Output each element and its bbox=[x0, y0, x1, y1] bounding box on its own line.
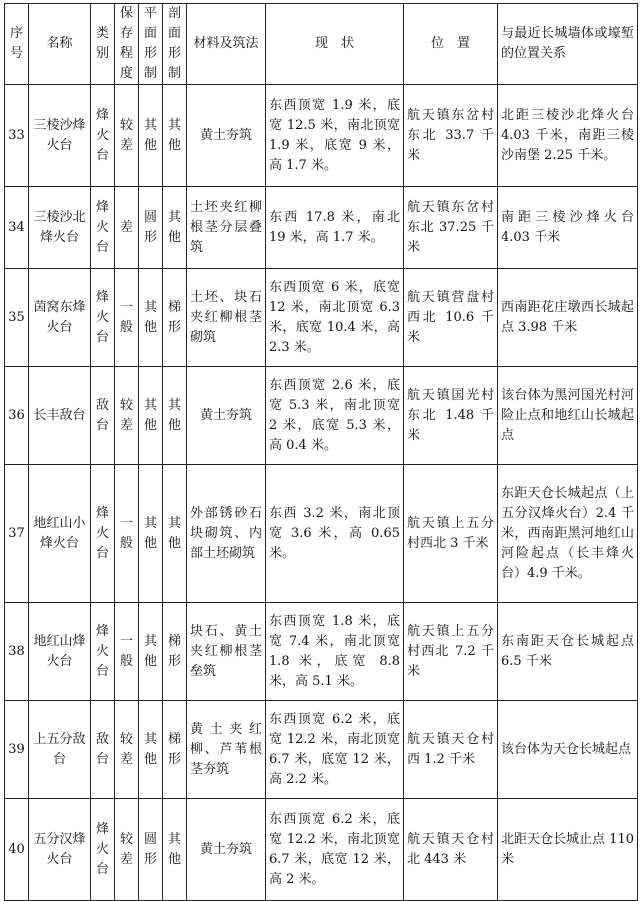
cell-plan-shape: 其他 bbox=[139, 269, 163, 367]
table-row bbox=[5, 603, 638, 701]
cell-status: 东西顶宽 2.6 米，底宽 5.3 米，南北顶宽 2 米，底宽 5.3 米，高 0.4 米。 bbox=[266, 367, 404, 465]
cell-category: 敌台 bbox=[91, 367, 115, 465]
cell-category: 烽火台 bbox=[91, 465, 115, 603]
header-preservation: 保存程度 bbox=[115, 4, 139, 85]
cell-material: 黄土夯筑 bbox=[187, 799, 266, 901]
cell-no: 38 bbox=[5, 603, 29, 701]
cell-category: 烽火台 bbox=[91, 269, 115, 367]
table-header-row bbox=[5, 4, 638, 85]
cell-material: 土坯夹红柳根茎分层叠筑 bbox=[187, 187, 266, 269]
cell-location: 航天镇天仓村北 443 米 bbox=[404, 799, 498, 901]
cell-material: 黄土夯筑 bbox=[187, 367, 266, 465]
cell-plan-shape: 其他 bbox=[139, 603, 163, 701]
cell-relation: 东南距天仓长城起点 6.5 千米 bbox=[498, 603, 638, 701]
cell-location: 航天镇东岔村东北 33.7 千米 bbox=[404, 85, 498, 187]
header-category: 类别 bbox=[91, 4, 115, 85]
cell-category: 烽火台 bbox=[91, 799, 115, 901]
cell-relation: 南距三棱沙烽火台 4.03 千米 bbox=[498, 187, 638, 269]
cell-plan-shape: 其他 bbox=[139, 465, 163, 603]
cell-preservation: 较差 bbox=[115, 799, 139, 901]
cell-section-shape: 其他 bbox=[163, 187, 187, 269]
cell-section-shape: 梯形 bbox=[163, 701, 187, 799]
cell-preservation: 一般 bbox=[115, 465, 139, 603]
header-plan-shape: 平面形制 bbox=[139, 4, 163, 85]
cell-status: 东西顶宽 6.2 米，底宽 12.2 米，南北顶宽 6.7 米，底宽 12 米，高 2 米。 bbox=[266, 799, 404, 901]
cell-name: 长丰敌台 bbox=[29, 367, 91, 465]
cell-no: 37 bbox=[5, 465, 29, 603]
cell-relation: 该台体为天仓长城起点 bbox=[498, 701, 638, 799]
table-row bbox=[5, 269, 638, 367]
great-wall-beacon-table bbox=[4, 3, 638, 901]
table-row bbox=[5, 465, 638, 603]
cell-no: 36 bbox=[5, 367, 29, 465]
header-material: 材料及筑法 bbox=[187, 4, 266, 85]
cell-name: 五分汉烽火台 bbox=[29, 799, 91, 901]
cell-relation: 东距天仓长城起点（上五分汉烽火台）2.4 千米，西南距黑河地红山河险起点（长丰烽火台）4.9 千米。 bbox=[498, 465, 638, 603]
cell-name: 三棱沙烽火台 bbox=[29, 85, 91, 187]
cell-name: 茵窝东烽火台 bbox=[29, 269, 91, 367]
table-row bbox=[5, 85, 638, 187]
cell-relation: 西南距花庄墩西长城起点 3.98 千米 bbox=[498, 269, 638, 367]
cell-plan-shape: 其他 bbox=[139, 85, 163, 187]
table-row bbox=[5, 367, 638, 465]
cell-preservation: 较差 bbox=[115, 701, 139, 799]
cell-status: 东西 17.8 米，南北 19 米，高 1.7 米。 bbox=[266, 187, 404, 269]
cell-location: 航天镇上五分村西北 7.2 千米 bbox=[404, 603, 498, 701]
table-row bbox=[5, 799, 638, 901]
cell-preservation: 一般 bbox=[115, 603, 139, 701]
cell-status: 东西顶宽 6 米，底宽 12 米，南北顶宽 6.3 米，底宽 10.4 米，高 2.3 米。 bbox=[266, 269, 404, 367]
table-row bbox=[5, 701, 638, 799]
cell-no: 33 bbox=[5, 85, 29, 187]
cell-no: 35 bbox=[5, 269, 29, 367]
cell-section-shape: 梯形 bbox=[163, 269, 187, 367]
cell-section-shape: 其他 bbox=[163, 799, 187, 901]
cell-material: 黄土夯筑 bbox=[187, 85, 266, 187]
cell-material: 黄土夹红柳、芦苇根茎夯筑 bbox=[187, 701, 266, 799]
cell-preservation: 较差 bbox=[115, 367, 139, 465]
cell-preservation: 一般 bbox=[115, 269, 139, 367]
cell-status: 东西顶宽 6.2 米，底宽 12.2 米，南北顶宽 6.7 米，底宽 12 米，高 2.2 米。 bbox=[266, 701, 404, 799]
table-row bbox=[5, 187, 638, 269]
cell-status: 东西 3.2 米，南北顶宽 3.6 米，高 0.65 米。 bbox=[266, 465, 404, 603]
cell-plan-shape: 圆形 bbox=[139, 187, 163, 269]
cell-relation: 北距三棱沙北烽火台 4.03 千米，南距三棱沙南堡 2.25 千米。 bbox=[498, 85, 638, 187]
cell-name: 地红山烽火台 bbox=[29, 603, 91, 701]
cell-location: 航天镇营盘村西北 10.6 千米 bbox=[404, 269, 498, 367]
cell-plan-shape: 其他 bbox=[139, 701, 163, 799]
cell-category: 敌台 bbox=[91, 701, 115, 799]
cell-section-shape: 其他 bbox=[163, 85, 187, 187]
cell-location: 航天镇国光村东北 1.48 千米 bbox=[404, 367, 498, 465]
cell-status: 东西顶宽 1.8 米，底宽 7.4 米，南北顶宽 1.8 米，底宽 8.8 米，高 5.1 米。 bbox=[266, 603, 404, 701]
cell-plan-shape: 圆形 bbox=[139, 799, 163, 901]
cell-relation: 北距天仓长城止点 110 米 bbox=[498, 799, 638, 901]
cell-status: 东西顶宽 1.9 米，底宽 12.5 米，南北顶宽 1.9 米，底宽 9 米，高 1.7 米。 bbox=[266, 85, 404, 187]
header-no: 序号 bbox=[5, 4, 29, 85]
cell-plan-shape: 其他 bbox=[139, 367, 163, 465]
cell-location: 航天镇天仓村西 1.2 千米 bbox=[404, 701, 498, 799]
cell-category: 烽火台 bbox=[91, 187, 115, 269]
cell-name: 上五分敌台 bbox=[29, 701, 91, 799]
cell-material: 土坯、块石夹红柳根茎砌筑 bbox=[187, 269, 266, 367]
cell-section-shape: 其他 bbox=[163, 367, 187, 465]
cell-material: 外部锈砂石块砌筑、内部土坯砌筑 bbox=[187, 465, 266, 603]
header-relation: 与最近长城墙体或壕堑的位置关系 bbox=[498, 4, 638, 85]
header-name: 名称 bbox=[29, 4, 91, 85]
cell-location: 航天镇东岔村东北 37.25 千米 bbox=[404, 187, 498, 269]
cell-section-shape: 其他 bbox=[163, 465, 187, 603]
header-section-shape: 剖面形制 bbox=[163, 4, 187, 85]
cell-no: 34 bbox=[5, 187, 29, 269]
header-status: 现 状 bbox=[266, 4, 404, 85]
cell-location: 航天镇上五分村西北 3 千米 bbox=[404, 465, 498, 603]
cell-material: 块石、黄土夹红柳根茎垒筑 bbox=[187, 603, 266, 701]
cell-no: 39 bbox=[5, 701, 29, 799]
cell-preservation: 较差 bbox=[115, 85, 139, 187]
cell-category: 烽火台 bbox=[91, 85, 115, 187]
cell-preservation: 差 bbox=[115, 187, 139, 269]
cell-no: 40 bbox=[5, 799, 29, 901]
cell-section-shape: 梯形 bbox=[163, 603, 187, 701]
cell-name: 三棱沙北烽火台 bbox=[29, 187, 91, 269]
cell-category: 烽火台 bbox=[91, 603, 115, 701]
header-location: 位 置 bbox=[404, 4, 498, 85]
cell-relation: 该台体为黑河国光村河险止点和地红山长城起点 bbox=[498, 367, 638, 465]
cell-name: 地红山小烽火台 bbox=[29, 465, 91, 603]
